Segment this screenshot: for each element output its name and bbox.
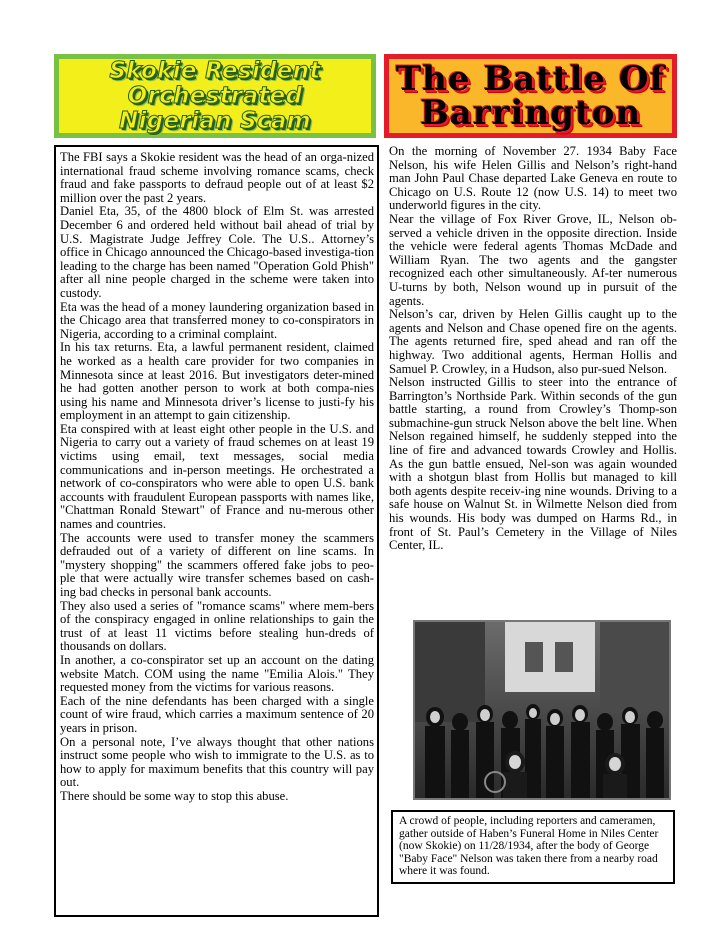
right-paragraph: Near the village of Fox River Grove, IL, Nelson ob-served a vehicle driven in the opposite direction. Inside the vehicle were federal agents Thomas McDade and William Ryan. The two agents and the gangster recognized each other simultaneously. Af-ter numerous U-turns by both, Nelson wound up in pursuit of the agents. <box>389 211 677 308</box>
right-headline-banner <box>384 54 677 138</box>
left-paragraph: There should be some way to stop this abuse. <box>60 788 289 803</box>
left-paragraph: The accounts were used to transfer money the scammers defrauded out of a variety of different on line scams. In "mystery shopping" the scammers offered fake jobs to peo-ple that were actually wire transfer schemes based on cash-ing bad checks in personal bank accounts. <box>60 530 374 599</box>
left-paragraph: In his tax returns. Eta, a lawful permanent resident, claimed he worked as a health care provider for two companies in Minnesota since at least 2016. But investigators deter-mined he had gotten another person to work at both compa-nies using his name and Minnesota driver’s license to justi-fy his employment in an attempt to gain citizenship. <box>60 340 374 423</box>
left-paragraph: Eta was the head of a money laundering organization based in the Chicago area that transferred money to co-conspirators in Nigeria, according to a criminal complaint. <box>60 299 374 341</box>
left-article-box <box>54 145 379 917</box>
photo-caption: A crowd of people, including reporters and cameramen, gather outside of Haben’s Funeral Home in Niles Center (now Skokie) on 11/28/1934, after the body of George "Baby Face" Nelson was taken there from a nearby road where it was found. <box>399 815 659 877</box>
left-paragraph: They also used a series of "romance scams" where mem-bers of the conspiracy engaged in online relationships to gain the trust of at least 11 victims before stealing hun-dreds of thousands on dollars. <box>60 598 374 654</box>
left-paragraph: Each of the nine defendants has been charged with a single count of wire fraud, which carries a maximum sentence of 20 years in prison. <box>60 693 374 735</box>
photo-caption-box <box>391 810 675 884</box>
left-paragraph: On a personal note, I’ve always thought that other nations instruct some people who wish to immigrate to the U.S. as to how to apply for maximum benefits that this country will pay out. <box>60 734 374 790</box>
right-article <box>389 145 677 553</box>
crowd-photo <box>413 620 671 800</box>
left-headline: Skokie Resident Orchestrated Nigerian Scam <box>109 57 321 134</box>
left-paragraph: The FBI says a Skokie resident was the head of an orga-nized international fraud scheme involving romance scams, check fraud and fake passports to defraud people out of at least $2 million over the past 2 years. <box>60 150 374 205</box>
left-headline-banner <box>54 54 376 138</box>
right-headline: The Battle Of Barrington <box>395 59 666 133</box>
right-paragraph: Nelson’s car, driven by Helen Gillis caught up to the agents and Nelson and Chase opened fire on the agents. The agents returned fire, sped ahead and ran off the highway. Two additional agents, Herman Hollis and Samuel P. Crowley, in a Hudson, also pur-sued Nelson. <box>389 307 677 376</box>
left-paragraph: Daniel Eta, 35, of the 4800 block of Elm St. was arrested December 6 and ordered held without bail ahead of trial by U.S. Magistrate Judge Jeffrey Cole. The U.S.. Attorney’s office in Chicago announced the Chicago-based investiga-tion leading to the charge has been named "Operation Gold Phish" after all nine people charged in the scheme were taken into custody. <box>60 204 374 300</box>
crowd-photo-illustration <box>415 622 669 798</box>
right-paragraph: Nelson instructed Gillis to steer into the entrance of Barrington’s Northside Park. Within seconds of the gun battle starting, a round from Crowley’s Thomp-son submachine-gun struck Nelson above the belt line. When Nelson regained himself, he suddenly stepped into the line of fire and advanced towards Crowley and Hollis. As the gun battle ensued, Nel-son was again wounded with a shotgun blast from Hollis but managed to kill both agents despite receiv-ing nine wounds. Driving to a safe house on Walnut St. in Wilmette Nelson died from his wounds. His body was dumped on Harms Rd., in front of St. Paul’s Cemetery in the Village of Niles Center, IL. <box>389 375 677 553</box>
left-paragraph: Eta conspired with at least eight other people in the U.S. and Nigeria to carry out a variety of fraud schemes on at least 19 victims using email, text messages, social media communications and in-person meetings. He orchestrated a network of co-conspirators who were able to open U.S. bank accounts with fraudulent European passports with names like, "Chattman Ronald Stewart" of France and nu-merous other names and countries. <box>60 421 374 532</box>
left-paragraph: In another, a co-conspirator set up an account on the dating website Match. COM using the name "Emilia Alois." They requested money from the victims for various reasons. <box>60 652 374 695</box>
right-paragraph: On the morning of November 27. 1934 Baby Face Nelson, his wife Helen Gillis and Nelson’s right-hand man John Paul Chase departed Lake Geneva en route to Chicago on U.S. Route 12 (now U.S. 14) to meet two underworld figures in the city. <box>389 144 677 213</box>
